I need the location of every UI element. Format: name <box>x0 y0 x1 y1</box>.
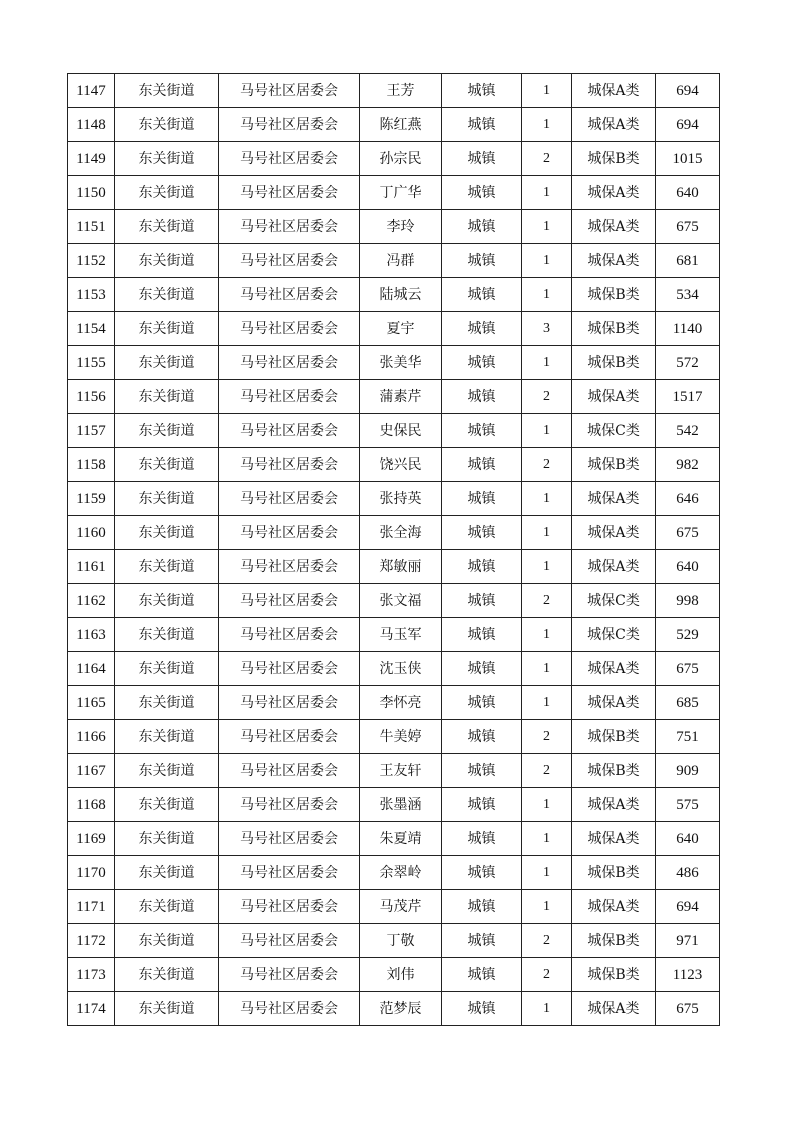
street-cell: 东关街道 <box>115 312 219 346</box>
table-row <box>68 618 720 652</box>
household-type-cell: 城镇 <box>442 380 522 414</box>
committee-cell: 马号社区居委会 <box>219 720 360 754</box>
household-size-cell: 1 <box>522 414 572 448</box>
committee-cell: 马号社区居委会 <box>219 142 360 176</box>
amount-cell: 1517 <box>656 380 720 414</box>
category-cell: 城保B类 <box>572 278 656 312</box>
street-cell: 东关街道 <box>115 482 219 516</box>
row-number-cell: 1173 <box>68 958 115 992</box>
amount-cell: 751 <box>656 720 720 754</box>
row-number-cell: 1162 <box>68 584 115 618</box>
amount-cell: 685 <box>656 686 720 720</box>
household-size-cell: 2 <box>522 380 572 414</box>
table-row <box>68 924 720 958</box>
street-cell: 东关街道 <box>115 958 219 992</box>
street-cell: 东关街道 <box>115 992 219 1026</box>
household-type-cell: 城镇 <box>442 720 522 754</box>
household-size-cell: 1 <box>522 176 572 210</box>
amount-cell: 694 <box>656 890 720 924</box>
name-cell: 王友轩 <box>360 754 442 788</box>
committee-cell: 马号社区居委会 <box>219 924 360 958</box>
name-cell: 马茂芹 <box>360 890 442 924</box>
household-size-cell: 1 <box>522 856 572 890</box>
committee-cell: 马号社区居委会 <box>219 414 360 448</box>
row-number-cell: 1169 <box>68 822 115 856</box>
household-size-cell: 2 <box>522 924 572 958</box>
name-cell: 陆城云 <box>360 278 442 312</box>
committee-cell: 马号社区居委会 <box>219 176 360 210</box>
committee-cell: 马号社区居委会 <box>219 686 360 720</box>
category-cell: 城保A类 <box>572 890 656 924</box>
amount-cell: 675 <box>656 210 720 244</box>
category-cell: 城保A类 <box>572 516 656 550</box>
household-size-cell: 1 <box>522 788 572 822</box>
table-row <box>68 958 720 992</box>
street-cell: 东关街道 <box>115 74 219 108</box>
table-row <box>68 652 720 686</box>
name-cell: 刘伟 <box>360 958 442 992</box>
category-cell: 城保B类 <box>572 754 656 788</box>
amount-cell: 998 <box>656 584 720 618</box>
household-size-cell: 3 <box>522 312 572 346</box>
street-cell: 东关街道 <box>115 754 219 788</box>
category-cell: 城保B类 <box>572 856 656 890</box>
amount-cell: 1123 <box>656 958 720 992</box>
committee-cell: 马号社区居委会 <box>219 584 360 618</box>
household-size-cell: 1 <box>522 278 572 312</box>
household-type-cell: 城镇 <box>442 822 522 856</box>
committee-cell: 马号社区居委会 <box>219 958 360 992</box>
household-size-cell: 2 <box>522 448 572 482</box>
street-cell: 东关街道 <box>115 278 219 312</box>
row-number-cell: 1163 <box>68 618 115 652</box>
table-row <box>68 210 720 244</box>
category-cell: 城保C类 <box>572 584 656 618</box>
category-cell: 城保A类 <box>572 822 656 856</box>
table-row <box>68 346 720 380</box>
category-cell: 城保B类 <box>572 924 656 958</box>
household-type-cell: 城镇 <box>442 924 522 958</box>
household-type-cell: 城镇 <box>442 958 522 992</box>
name-cell: 饶兴民 <box>360 448 442 482</box>
category-cell: 城保C类 <box>572 618 656 652</box>
row-number-cell: 1155 <box>68 346 115 380</box>
category-cell: 城保A类 <box>572 108 656 142</box>
row-number-cell: 1166 <box>68 720 115 754</box>
street-cell: 东关街道 <box>115 142 219 176</box>
street-cell: 东关街道 <box>115 856 219 890</box>
category-cell: 城保A类 <box>572 788 656 822</box>
table-row <box>68 856 720 890</box>
household-size-cell: 1 <box>522 482 572 516</box>
category-cell: 城保A类 <box>572 210 656 244</box>
name-cell: 朱夏靖 <box>360 822 442 856</box>
street-cell: 东关街道 <box>115 414 219 448</box>
street-cell: 东关街道 <box>115 108 219 142</box>
row-number-cell: 1172 <box>68 924 115 958</box>
household-type-cell: 城镇 <box>442 516 522 550</box>
street-cell: 东关街道 <box>115 890 219 924</box>
committee-cell: 马号社区居委会 <box>219 482 360 516</box>
name-cell: 马玉军 <box>360 618 442 652</box>
street-cell: 东关街道 <box>115 720 219 754</box>
household-type-cell: 城镇 <box>442 890 522 924</box>
amount-cell: 1140 <box>656 312 720 346</box>
table-row <box>68 108 720 142</box>
table-row <box>68 176 720 210</box>
row-number-cell: 1168 <box>68 788 115 822</box>
name-cell: 张全海 <box>360 516 442 550</box>
table-row <box>68 686 720 720</box>
amount-cell: 982 <box>656 448 720 482</box>
row-number-cell: 1157 <box>68 414 115 448</box>
committee-cell: 马号社区居委会 <box>219 856 360 890</box>
household-type-cell: 城镇 <box>442 482 522 516</box>
household-size-cell: 2 <box>522 720 572 754</box>
household-type-cell: 城镇 <box>442 584 522 618</box>
committee-cell: 马号社区居委会 <box>219 244 360 278</box>
row-number-cell: 1149 <box>68 142 115 176</box>
row-number-cell: 1161 <box>68 550 115 584</box>
row-number-cell: 1151 <box>68 210 115 244</box>
row-number-cell: 1167 <box>68 754 115 788</box>
category-cell: 城保B类 <box>572 720 656 754</box>
amount-cell: 675 <box>656 652 720 686</box>
category-cell: 城保B类 <box>572 312 656 346</box>
household-type-cell: 城镇 <box>442 754 522 788</box>
row-number-cell: 1147 <box>68 74 115 108</box>
row-number-cell: 1174 <box>68 992 115 1026</box>
household-size-cell: 1 <box>522 244 572 278</box>
category-cell: 城保A类 <box>572 74 656 108</box>
street-cell: 东关街道 <box>115 618 219 652</box>
row-number-cell: 1152 <box>68 244 115 278</box>
household-size-cell: 2 <box>522 754 572 788</box>
amount-cell: 675 <box>656 516 720 550</box>
committee-cell: 马号社区居委会 <box>219 278 360 312</box>
table-row <box>68 380 720 414</box>
row-number-cell: 1164 <box>68 652 115 686</box>
amount-cell: 640 <box>656 550 720 584</box>
amount-cell: 1015 <box>656 142 720 176</box>
household-type-cell: 城镇 <box>442 856 522 890</box>
household-size-cell: 1 <box>522 890 572 924</box>
household-type-cell: 城镇 <box>442 244 522 278</box>
category-cell: 城保A类 <box>572 550 656 584</box>
name-cell: 李怀亮 <box>360 686 442 720</box>
name-cell: 蒲素芹 <box>360 380 442 414</box>
household-size-cell: 1 <box>522 550 572 584</box>
household-type-cell: 城镇 <box>442 618 522 652</box>
amount-cell: 575 <box>656 788 720 822</box>
household-type-cell: 城镇 <box>442 686 522 720</box>
roster-table <box>67 73 720 1026</box>
household-size-cell: 2 <box>522 142 572 176</box>
amount-cell: 572 <box>656 346 720 380</box>
amount-cell: 542 <box>656 414 720 448</box>
table-row <box>68 516 720 550</box>
household-size-cell: 1 <box>522 652 572 686</box>
amount-cell: 694 <box>656 108 720 142</box>
household-size-cell: 2 <box>522 958 572 992</box>
name-cell: 张美华 <box>360 346 442 380</box>
category-cell: 城保A类 <box>572 244 656 278</box>
committee-cell: 马号社区居委会 <box>219 550 360 584</box>
name-cell: 丁敬 <box>360 924 442 958</box>
committee-cell: 马号社区居委会 <box>219 822 360 856</box>
street-cell: 东关街道 <box>115 822 219 856</box>
household-type-cell: 城镇 <box>442 74 522 108</box>
table-row <box>68 414 720 448</box>
category-cell: 城保A类 <box>572 652 656 686</box>
table-row <box>68 312 720 346</box>
street-cell: 东关街道 <box>115 686 219 720</box>
category-cell: 城保A类 <box>572 992 656 1026</box>
table-row <box>68 142 720 176</box>
category-cell: 城保A类 <box>572 176 656 210</box>
table-row <box>68 74 720 108</box>
name-cell: 余翠岭 <box>360 856 442 890</box>
household-size-cell: 1 <box>522 108 572 142</box>
committee-cell: 马号社区居委会 <box>219 312 360 346</box>
committee-cell: 马号社区居委会 <box>219 74 360 108</box>
household-type-cell: 城镇 <box>442 176 522 210</box>
table-row <box>68 992 720 1026</box>
amount-cell: 646 <box>656 482 720 516</box>
category-cell: 城保A类 <box>572 482 656 516</box>
name-cell: 范梦辰 <box>360 992 442 1026</box>
name-cell: 丁广华 <box>360 176 442 210</box>
name-cell: 史保民 <box>360 414 442 448</box>
street-cell: 东关街道 <box>115 924 219 958</box>
row-number-cell: 1154 <box>68 312 115 346</box>
street-cell: 东关街道 <box>115 550 219 584</box>
household-size-cell: 1 <box>522 210 572 244</box>
household-size-cell: 1 <box>522 686 572 720</box>
amount-cell: 694 <box>656 74 720 108</box>
committee-cell: 马号社区居委会 <box>219 108 360 142</box>
name-cell: 王芳 <box>360 74 442 108</box>
amount-cell: 486 <box>656 856 720 890</box>
amount-cell: 640 <box>656 822 720 856</box>
household-size-cell: 1 <box>522 516 572 550</box>
table-row <box>68 244 720 278</box>
committee-cell: 马号社区居委会 <box>219 618 360 652</box>
name-cell: 李玲 <box>360 210 442 244</box>
row-number-cell: 1150 <box>68 176 115 210</box>
committee-cell: 马号社区居委会 <box>219 346 360 380</box>
row-number-cell: 1159 <box>68 482 115 516</box>
amount-cell: 529 <box>656 618 720 652</box>
street-cell: 东关街道 <box>115 516 219 550</box>
table-row <box>68 482 720 516</box>
household-type-cell: 城镇 <box>442 142 522 176</box>
committee-cell: 马号社区居委会 <box>219 516 360 550</box>
committee-cell: 马号社区居委会 <box>219 652 360 686</box>
street-cell: 东关街道 <box>115 448 219 482</box>
row-number-cell: 1156 <box>68 380 115 414</box>
household-type-cell: 城镇 <box>442 448 522 482</box>
name-cell: 张墨涵 <box>360 788 442 822</box>
table-row <box>68 754 720 788</box>
household-type-cell: 城镇 <box>442 652 522 686</box>
row-number-cell: 1148 <box>68 108 115 142</box>
household-size-cell: 1 <box>522 618 572 652</box>
household-size-cell: 1 <box>522 346 572 380</box>
street-cell: 东关街道 <box>115 176 219 210</box>
roster-body <box>68 74 720 1026</box>
name-cell: 张持英 <box>360 482 442 516</box>
street-cell: 东关街道 <box>115 788 219 822</box>
committee-cell: 马号社区居委会 <box>219 380 360 414</box>
row-number-cell: 1160 <box>68 516 115 550</box>
name-cell: 郑敏丽 <box>360 550 442 584</box>
amount-cell: 675 <box>656 992 720 1026</box>
amount-cell: 909 <box>656 754 720 788</box>
table-row <box>68 278 720 312</box>
category-cell: 城保B类 <box>572 346 656 380</box>
table-row <box>68 448 720 482</box>
row-number-cell: 1171 <box>68 890 115 924</box>
category-cell: 城保B类 <box>572 142 656 176</box>
row-number-cell: 1170 <box>68 856 115 890</box>
household-size-cell: 1 <box>522 992 572 1026</box>
category-cell: 城保C类 <box>572 414 656 448</box>
household-size-cell: 2 <box>522 584 572 618</box>
category-cell: 城保A类 <box>572 686 656 720</box>
household-type-cell: 城镇 <box>442 210 522 244</box>
committee-cell: 马号社区居委会 <box>219 210 360 244</box>
amount-cell: 640 <box>656 176 720 210</box>
amount-cell: 681 <box>656 244 720 278</box>
table-row <box>68 822 720 856</box>
table-row <box>68 720 720 754</box>
name-cell: 冯群 <box>360 244 442 278</box>
table-row <box>68 550 720 584</box>
street-cell: 东关街道 <box>115 380 219 414</box>
name-cell: 张文福 <box>360 584 442 618</box>
table-row <box>68 584 720 618</box>
row-number-cell: 1165 <box>68 686 115 720</box>
row-number-cell: 1158 <box>68 448 115 482</box>
committee-cell: 马号社区居委会 <box>219 992 360 1026</box>
name-cell: 沈玉侠 <box>360 652 442 686</box>
household-type-cell: 城镇 <box>442 278 522 312</box>
street-cell: 东关街道 <box>115 210 219 244</box>
name-cell: 孙宗民 <box>360 142 442 176</box>
committee-cell: 马号社区居委会 <box>219 890 360 924</box>
name-cell: 陈红燕 <box>360 108 442 142</box>
table-row <box>68 788 720 822</box>
household-type-cell: 城镇 <box>442 346 522 380</box>
street-cell: 东关街道 <box>115 652 219 686</box>
household-type-cell: 城镇 <box>442 788 522 822</box>
household-type-cell: 城镇 <box>442 992 522 1026</box>
table-row <box>68 890 720 924</box>
amount-cell: 971 <box>656 924 720 958</box>
household-type-cell: 城镇 <box>442 550 522 584</box>
committee-cell: 马号社区居委会 <box>219 448 360 482</box>
household-size-cell: 1 <box>522 74 572 108</box>
committee-cell: 马号社区居委会 <box>219 754 360 788</box>
household-type-cell: 城镇 <box>442 414 522 448</box>
street-cell: 东关街道 <box>115 244 219 278</box>
category-cell: 城保B类 <box>572 448 656 482</box>
committee-cell: 马号社区居委会 <box>219 788 360 822</box>
street-cell: 东关街道 <box>115 584 219 618</box>
name-cell: 牛美婷 <box>360 720 442 754</box>
name-cell: 夏宇 <box>360 312 442 346</box>
amount-cell: 534 <box>656 278 720 312</box>
household-type-cell: 城镇 <box>442 108 522 142</box>
row-number-cell: 1153 <box>68 278 115 312</box>
category-cell: 城保A类 <box>572 380 656 414</box>
street-cell: 东关街道 <box>115 346 219 380</box>
household-type-cell: 城镇 <box>442 312 522 346</box>
household-size-cell: 1 <box>522 822 572 856</box>
category-cell: 城保B类 <box>572 958 656 992</box>
